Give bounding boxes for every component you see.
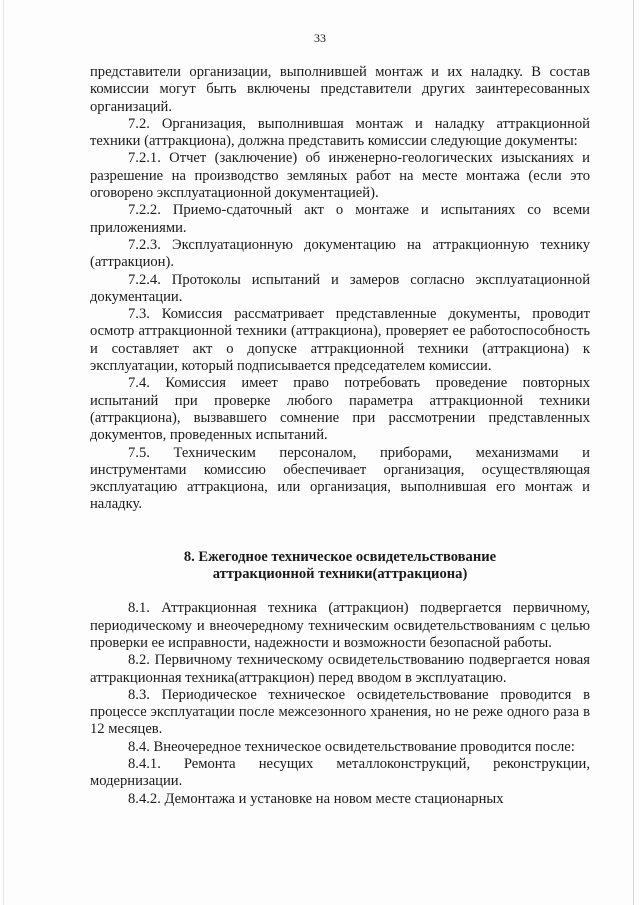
paragraph-7-5: 7.5. Техническим персоналом, приборами, механизмами и инструментами комиссию обеспечивает организация, осуществляющая эксплуатацию аттракциона, или организация, выполнившая его монтаж и наладку.	[90, 444, 590, 513]
page-number: 33	[314, 31, 326, 45]
paragraph-8-2: 8.2. Первичному техническому освидетельствованию подвергается новая аттракционная техника(аттракцион) перед вводом в эксплуатацию.	[90, 652, 590, 686]
section-heading-line2: аттракционной техники(аттракциона)	[212, 566, 468, 583]
scan-edge-left	[3, 0, 4, 905]
section-heading-line1: 8. Ежегодное техническое освидетельствование	[183, 548, 497, 565]
paragraph-7-2-1: 7.2.1. Отчет (заключение) об инженерно-геологических изысканиях и разрешение на производство земляных работ на месте монтажа (если это оговорено эксплуатационной документацией).	[90, 150, 590, 202]
paragraph-7-2-4: 7.2.4. Протоколы испытаний и замеров согласно эксплуатационной документации.	[90, 271, 590, 305]
scan-edge-right	[633, 0, 634, 905]
paragraph-8-4: 8.4. Внеочередное техническое освидетельствование проводится после:	[128, 738, 575, 755]
paragraph-7-2-2: 7.2.2. Приемо-сдаточный акт о монтаже и испытаниях со всеми приложениями.	[90, 202, 590, 236]
paragraph-7-2: 7.2. Организация, выполнившая монтаж и наладку аттракционной техники (аттракциона), должна представить комиссии следующие документы:	[90, 115, 590, 150]
paragraph-8-4-1: 8.4.1. Ремонта несущих металлоконструкций, реконструкции, модернизации.	[90, 755, 590, 790]
document-body	[90, 64, 590, 808]
paragraph-7-3: 7.3. Комиссия рассматривает представленные документы, проводит осмотр аттракционной техники (аттракциона), проверяет ее работоспособность и составляет акт о допуске аттракционной техники (аттракциона) к эксплуатации, который подписывается председателем комиссии.	[90, 306, 590, 375]
paragraph-7-4: 7.4. Комиссия имеет право потребовать проведение повторных испытаний при проверке любого параметра аттракционной техники (аттракциона), вызвавшего сомнение при рассмотрении представленных документов, проведенных испытаний.	[90, 375, 590, 444]
paragraph-7-2-3: 7.2.3. Эксплуатационную документацию на аттракционную технику (аттракцион).	[90, 236, 590, 271]
paragraph-8-3: 8.3. Периодическое техническое освидетельствование проводится в процессе эксплуатации после межсезонного хранения, но не реже одного раза в 12 месяцев.	[90, 686, 590, 738]
paragraph-8-4-2: 8.4.2. Демонтажа и установке на новом месте стационарных	[128, 790, 504, 807]
paragraph-continuation: представители организации, выполнившей монтаж и их наладку. В состав комиссии могут быть включены представители других заинтересованных организаций.	[90, 64, 590, 115]
section-heading	[90, 549, 590, 584]
paragraph-8-1: 8.1. Аттракционная техника (аттракцион) подвергается первичному, периодическому и внеочередному техническим освидетельствованиям с целью проверки ее исправности, надежности и возможности безопасной работы.	[90, 600, 590, 651]
